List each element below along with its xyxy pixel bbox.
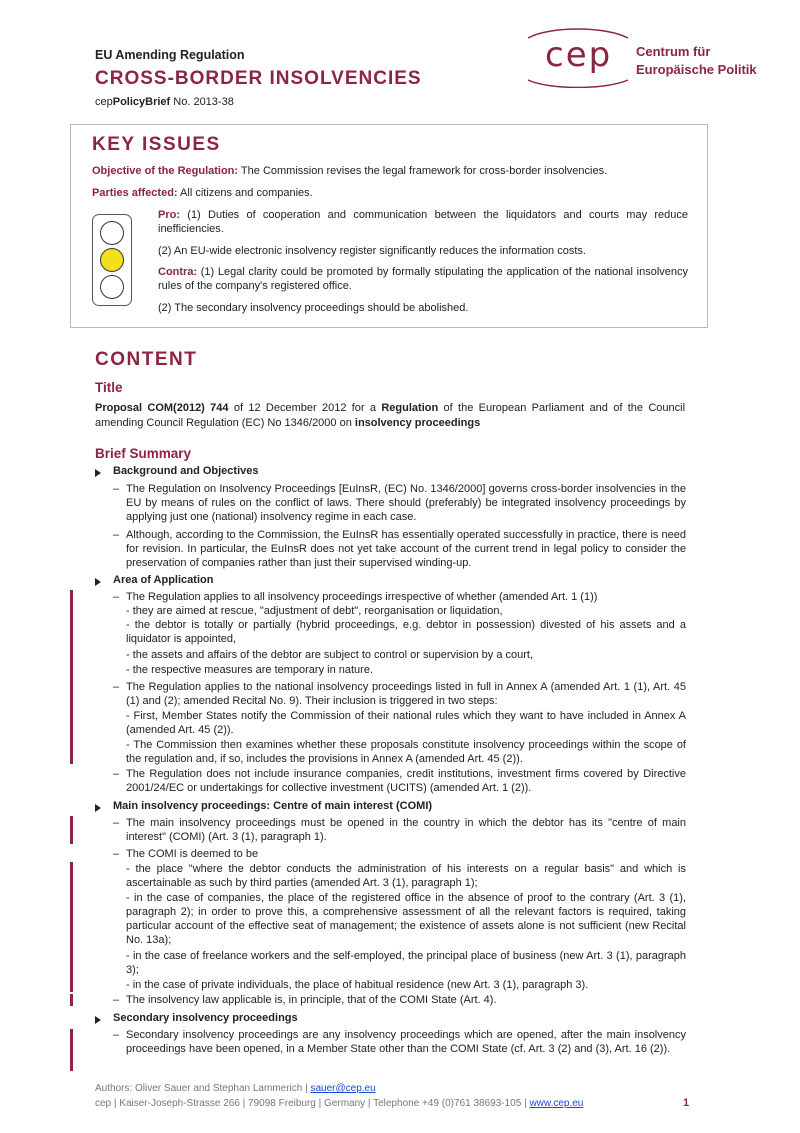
dash-marker: – — [113, 1029, 120, 1041]
contra-label: Contra: — [158, 266, 198, 278]
bullet-triangle-icon — [95, 1016, 101, 1024]
main-point-2b: - in the case of companies, the place of the registered office in the absence of proof to the contrary (Art. 3 (1), paragraph 2); in order to prove this, a comprehensive assessment of all the relevant factors is required, taking particular account of the effective seat of management; the existence of assets alone is not sufficient (new Recital No. 13a); — [126, 892, 686, 946]
logo-text-line1: Centrum für — [636, 44, 711, 59]
logo-wordmark: cep — [545, 35, 613, 75]
dash-marker: – — [113, 591, 120, 603]
change-marker-bar — [70, 682, 73, 764]
pro-point-2: (2) An EU-wide electronic insolvency register significantly reduces the information costs. — [158, 245, 586, 257]
area-point-1c: - the assets and affairs of the debtor are subject to control or supervision by a court, — [126, 649, 534, 661]
brief-name: PolicyBrief — [112, 96, 171, 108]
parties-line — [92, 186, 692, 200]
address-text: cep | Kaiser-Joseph-Strasse 266 | 79098 Freiburg | Germany | Telephone +49 (0)761 38693-105 | — [95, 1098, 530, 1109]
traffic-lamp-top — [100, 221, 124, 245]
dash-marker: – — [113, 681, 120, 693]
contra-point-2: (2) The secondary insolvency proceedings should be abolished. — [158, 302, 469, 314]
traffic-lamp-bottom — [100, 275, 124, 299]
brief-summary-heading: Brief Summary — [95, 446, 192, 461]
bullet-triangle-icon — [95, 578, 101, 586]
bullet-triangle-icon — [95, 804, 101, 812]
area-point-1b: - the debtor is totally or partially (hybrid proceedings, e.g. debtor in possession) divested of his assets and a liquidator is appointed, — [126, 619, 686, 645]
main-point-1: The main insolvency proceedings must be opened in the country in which the debtor has its "centre of main interest" (COMI) (Art. 3 (1), paragraph 1). — [126, 817, 686, 843]
pro-point-1 — [158, 208, 688, 236]
area-point-2b: - The Commission then examines whether these proposals constitute insolvency proceedings within the scope of the regulation and, if so, includes the provisions in Annex A (amended Art. 45 (2)). — [126, 739, 686, 765]
main-point-3: The insolvency law applicable is, in principle, that of the COMI State (Art. 4). — [126, 994, 497, 1006]
proposal-paragraph — [95, 401, 685, 431]
brief-number: No. 2013-38 — [170, 96, 234, 108]
objective-label: Objective of the Regulation: — [92, 165, 239, 177]
contra-point-1 — [158, 265, 688, 293]
dash-marker: – — [113, 817, 120, 829]
dash-marker: – — [113, 483, 120, 495]
footer-authors — [95, 1083, 376, 1094]
page-number: 1 — [683, 1097, 690, 1109]
pro-text-1: (1) Duties of cooperation and communication between the liquidators and courts may reduce inefficiencies. — [158, 209, 688, 235]
background-point-2: Although, according to the Commission, the EuInsR has essentially operated successfully in practice, there is need for revision. In particular, the EuInsR does not yet take account of the current trend in legal policy to consider the preservation of companies rather than just their supervised winding-up. — [126, 529, 686, 569]
main-point-2a: - the place "where the debtor conducts the administration of his interests on a regular basis" and which is ascertainable as such by third parties (amended Art. 3 (1), paragraph 1); — [126, 863, 686, 889]
dash-marker: – — [113, 529, 120, 541]
email-link[interactable]: sauer@cep.eu — [310, 1083, 376, 1094]
footer-address — [95, 1098, 583, 1109]
area-heading: Area of Application — [113, 574, 214, 586]
area-point-2: The Regulation applies to the national insolvency proceedings listed in full in Annex A (amended Art. 1 (1), Art. 45 (1) and (2); amended Recital No. 9). Their inclusion is triggered in two steps: — [126, 681, 686, 707]
contra-text-1: (1) Legal clarity could be promoted by formally stipulating the application of the national insolvency rules of the company's registered office. — [158, 266, 688, 292]
dash-marker: – — [113, 994, 120, 1006]
background-heading: Background and Objectives — [113, 465, 259, 477]
main-point-2d: - in the case of private individuals, the place of habitual residence (new Art. 3 (1), paragraph 3). — [126, 979, 589, 991]
area-point-1d: - the respective measures are temporary in nature. — [126, 664, 374, 676]
traffic-light-icon — [92, 214, 132, 306]
change-marker-bar — [70, 590, 73, 682]
change-marker-bar — [70, 862, 73, 992]
key-issues-title: KEY ISSUES — [92, 134, 221, 155]
secondary-point-1: Secondary insolvency proceedings are any insolvency proceedings which are opened, after the main insolvency proceedings have been opened, in a Member State other than the COMI State (cf. Art. 3 (2) and (3), Art. 16 (2)). — [126, 1029, 686, 1055]
proposal-subject: insolvency proceedings — [354, 417, 481, 429]
area-point-1a: - they are aimed at rescue, "adjustment of debt", reorganisation or liquidation, — [126, 605, 503, 617]
dash-marker: – — [113, 848, 120, 860]
dash-marker: – — [113, 768, 120, 780]
main-point-2c: - in the case of freelance workers and the self-employed, the principal place of business (new Art. 3 (1), paragraph 3); — [126, 950, 686, 976]
document-series: EU Amending Regulation — [95, 48, 245, 62]
area-point-3: The Regulation does not include insurance companies, credit institutions, investment firms covered by Directive 2001/24/EC or undertakings for collective investment (UCITS) (amended Art. 1 (2)). — [126, 768, 686, 794]
brief-prefix: cep — [95, 96, 113, 108]
pro-label: Pro: — [158, 209, 180, 221]
website-link[interactable]: www.cep.eu — [529, 1098, 584, 1109]
traffic-lamp-middle — [100, 248, 124, 272]
bullet-triangle-icon — [95, 469, 101, 477]
area-point-2a: - First, Member States notify the Commission of their national rules which they want to have included in Annex A (amended Art. 45 (2)). — [126, 710, 686, 736]
proposal-text-2: of the European Parliament and of the Council amending Council Regulation (EC) No 1346/2000 on — [95, 402, 686, 429]
proposal-id: Proposal COM(2012) 744 — [95, 402, 229, 414]
parties-text: All citizens and companies. — [177, 187, 313, 199]
title-subheading: Title — [95, 380, 123, 395]
logo-text-line2: Europäische Politik — [636, 62, 757, 77]
main-point-2: The COMI is deemed to be — [126, 848, 259, 860]
authors-text: Authors: Oliver Sauer and Stephan Lammerich | — [95, 1083, 311, 1094]
background-point-1: The Regulation on Insolvency Proceedings [EuInsR, (EC) No. 1346/2000] governs cross-border insolvencies in the EU by means of rules on the conflict of laws. There should (preferably) be integrated insolvency proceedings by applying just one (national) insolvency regime in each case. — [126, 483, 686, 523]
main-proceedings-heading: Main insolvency proceedings: Centre of main interest (COMI) — [113, 800, 433, 812]
change-marker-bar — [70, 816, 73, 844]
change-marker-bar — [70, 994, 73, 1006]
proposal-text-1: of 12 December 2012 for a — [228, 402, 382, 414]
objective-text: The Commission revises the legal framework for cross-border insolvencies. — [238, 165, 608, 177]
change-marker-bar — [70, 1029, 73, 1071]
document-title: CROSS-BORDER INSOLVENCIES — [95, 68, 422, 89]
objective-line — [92, 164, 692, 178]
area-point-1: The Regulation applies to all insolvency proceedings irrespective of whether (amended Art. 1 (1)) — [126, 591, 598, 603]
policy-brief-number — [95, 96, 234, 108]
proposal-regulation: Regulation — [381, 402, 439, 414]
parties-label: Parties affected: — [92, 187, 178, 199]
content-heading: CONTENT — [95, 349, 198, 370]
secondary-proceedings-heading: Secondary insolvency proceedings — [113, 1012, 298, 1024]
